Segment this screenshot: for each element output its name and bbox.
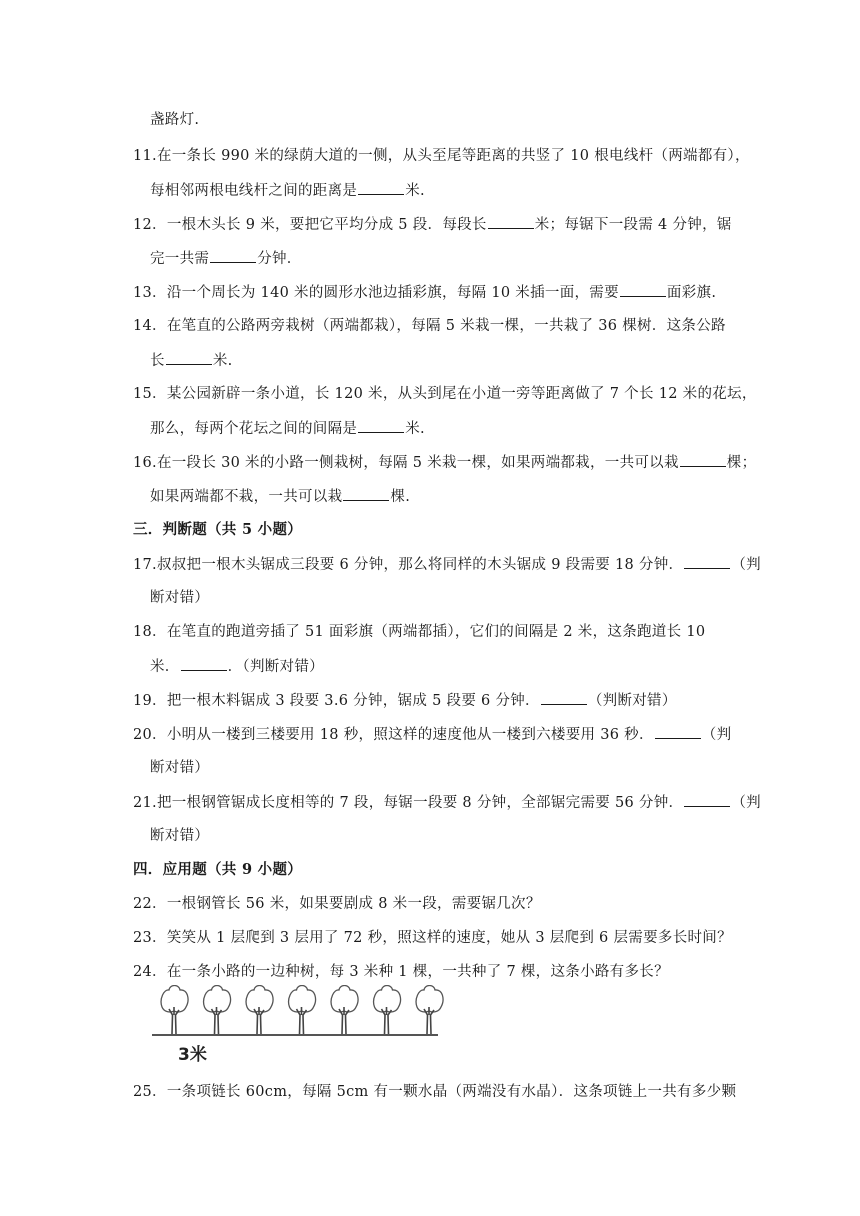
answer-blank[interactable] (541, 690, 587, 705)
answer-blank[interactable] (358, 418, 404, 433)
question-23: 23．笑笑从 1 层爬到 3 层用了 72 秒，照这样的速度，她从 3 层爬到 6 层需要多长时间？ (133, 930, 732, 946)
tree-icon (246, 986, 273, 1035)
question-20: 20．小明从一楼到三楼要用 18 秒，照这样的速度他从一楼到六楼要用 36 秒． （判 (133, 724, 731, 745)
question-19: 19．把一根木料锯成 3 段要 3.6 分钟，锯成 5 段要 6 分钟． （判断对错） (133, 690, 677, 711)
question-18-line-2: 米． ．（判断对错） (150, 656, 324, 677)
answer-blank[interactable] (358, 180, 404, 195)
tree-icon (289, 986, 316, 1035)
answer-blank[interactable] (655, 724, 701, 739)
answer-blank[interactable] (166, 350, 212, 365)
answer-blank[interactable] (343, 486, 389, 501)
question-12: 12．一根木头长 9 米，要把它平均分成 5 段．每段长 米；每锯下一段需 4 分钟，锯 (133, 214, 732, 235)
question-15: 15．某公园新辟一条小道，长 120 米，从头到尾在小道一旁等距离做了 7 个长 12 米的花坛， (133, 386, 757, 402)
question-25: 25．一条项链长 60cm，每隔 5cm 有一颗水晶（两端没有水晶）．这条项链上一共有多少颗 (133, 1084, 737, 1100)
question-21: 21.把一根钢管锯成长度相等的 7 段，每锯一段要 8 分钟，全部锯完需要 56 分钟． （判 (133, 792, 761, 813)
question-18: 18．在笔直的跑道旁插了 51 面彩旗（两端都插），它们的间隔是 2 米，这条跑道长 10 (133, 624, 706, 640)
question-20-line-2: 断对错） (150, 760, 210, 776)
question-17: 17.叔叔把一根木头锯成三段要 6 分钟，那么将同样的木头锯成 9 段需要 18 分钟． （判 (133, 554, 761, 575)
answer-blank[interactable] (210, 248, 256, 263)
question-22: 22．一根钢管长 56 米，如果要剧成 8 米一段，需要锯几次？ (133, 896, 541, 912)
tree-icon (204, 986, 231, 1035)
question-17-line-2: 断对错） (150, 590, 210, 606)
question-14-line-2: 长 米. (150, 350, 233, 371)
question-11: 11.在一条长 990 米的绿荫大道的一侧，从头至尾等距离的共竖了 10 根电线杆（两端都有）， (133, 148, 750, 164)
question-21-line-2: 断对错） (150, 828, 210, 844)
question-13: 13．沿一个周长为 140 米的圆形水池边插彩旗，每隔 10 米插一面，需要 面彩旗. (133, 282, 716, 303)
spacing-label: 3米 (178, 1045, 207, 1065)
tree-spacing-figure (148, 985, 448, 1067)
question-16: 16.在一段长 30 米的小路一侧栽树，每隔 5 米栽一棵，如果两端都栽，一共可以栽 棵； (133, 452, 756, 473)
question-11-line-2: 每相邻两根电线杆之间的距离是 米. (150, 180, 425, 201)
question-12-line-2: 完一共需 分钟． (150, 248, 302, 269)
answer-blank[interactable] (620, 282, 666, 297)
question-14: 14．在笔直的公路两旁栽树（两端都栽），每隔 5 米栽一棵，一共栽了 36 棵树．这条公路 (133, 318, 726, 334)
answer-blank[interactable] (684, 792, 730, 807)
tree-row (161, 986, 443, 1035)
section-heading-application: 四．应用题（共 9 小题） (133, 861, 303, 878)
tree-icon (416, 986, 443, 1035)
answer-blank[interactable] (680, 452, 726, 467)
question-24: 24．在一条小路的一边种树，每 3 米种 1 棵，一共种了 7 棵，这条小路有多长？ (133, 964, 669, 980)
tree-icon (331, 986, 358, 1035)
question-16-line-2: 如果两端都不栽，一共可以栽 棵. (150, 486, 410, 507)
section-heading-true-false: 三．判断题（共 5 小题） (133, 521, 303, 538)
tree-icon (161, 986, 188, 1035)
tree-icon (374, 986, 401, 1035)
line-continuation-streetlights: 盏路灯. (150, 112, 200, 128)
question-15-line-2: 那么，每两个花坛之间的间隔是 米. (150, 418, 425, 439)
answer-blank[interactable] (684, 554, 730, 569)
answer-blank[interactable] (181, 656, 227, 671)
answer-blank[interactable] (488, 214, 534, 229)
